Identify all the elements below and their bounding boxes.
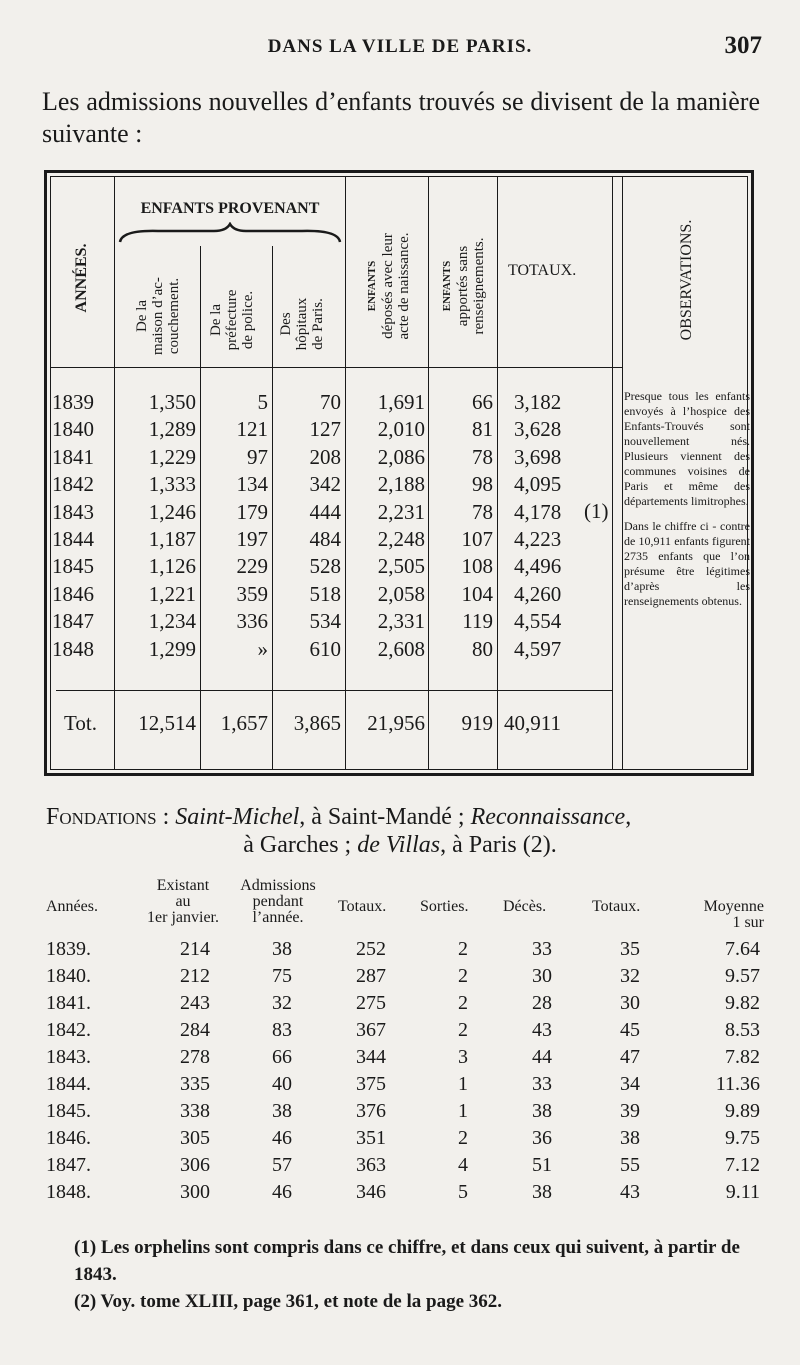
t2-header-annees: Années. — [46, 898, 98, 915]
intro-paragraph: Les admissions nouvelles d’enfants trouvés se divisent de la manière suivante : — [42, 87, 760, 148]
col-rule — [497, 176, 498, 770]
year-cell: 1842 — [52, 472, 94, 497]
header-prefecture: De la préfecture de police. — [208, 289, 256, 351]
col-totaux: 3,182 3,628 3,698 4,095 4,178 4,223 4,496 4,260 4,554 4,597 — [514, 390, 562, 661]
total-totaux: 40,911 — [504, 711, 561, 735]
group-header-enfants-provenant: ENFANTS PROVENANT — [140, 200, 320, 217]
header-apportes: ENFANTS apportés sans renseignements. — [441, 237, 487, 335]
fondations-line-2: à Garches ; de Villas, à Paris (2). — [243, 832, 557, 858]
total-hopitaux: 3,865 — [293, 711, 341, 735]
year-cell: 1847 — [52, 609, 94, 634]
header-maison: De la maison d’ac- couchement. — [134, 277, 182, 355]
t2-col-sorties: 2 2 2 2 3 1 1 2 4 5 — [458, 938, 468, 1203]
total-apportes: 919 — [461, 711, 493, 735]
fondation-text: Saint-Michel — [175, 804, 300, 830]
header-totaux: TOTAUX. — [508, 262, 577, 279]
header-annees: ANNÉES. — [73, 243, 90, 313]
year-cell: 1841 — [52, 444, 94, 469]
col-apportes: 66 81 78 98 78 107 108 104 119 80 — [461, 390, 493, 661]
total-deposes: 21,956 — [367, 711, 425, 735]
year-cell: 1846 — [52, 581, 94, 606]
t2-header-admissions: Admissions pendant l’année. — [240, 877, 316, 926]
t2-col-admissions: 38 75 32 83 66 40 38 46 57 46 — [272, 938, 292, 1203]
observations-text: Presque tous les enfants envoyés à l’hospice des Enfants-Trouvés sont nouvellement nés. Plusieurs viennent des communes voisines de Paris et même des départements limitrophes. Dans le chiffre ci - contre de 10,911 enfants figurent 2735 enfants que l’on présume être légitimes d’après les renseignements obtenus. — [624, 389, 750, 608]
col-maison: 1,350 1,289 1,229 1,333 1,246 1,187 1,126 1,221 1,234 1,299 — [148, 390, 196, 661]
year-cell: 1843 — [52, 499, 94, 524]
t2-header-totaux-2: Totaux. — [592, 898, 641, 915]
year-cell: 1848 — [52, 636, 94, 661]
t2-header-totaux: Totaux. — [338, 898, 387, 915]
t2-col-years: 1839. 1840. 1841. 1842. 1843. 1844. 1845. 1846. 1847. 1848. — [46, 938, 91, 1203]
col-rule — [612, 176, 613, 770]
year-cell: 1845 — [52, 554, 94, 579]
year-cell: 1844 — [52, 527, 94, 552]
t2-col-existant: 214 212 243 284 278 335 338 305 306 300 — [180, 938, 210, 1203]
fondations-label: Fondations : — [46, 804, 170, 830]
col-prefecture: 5 121 97 134 179 197 229 359 336 » — [236, 390, 268, 661]
t2-col-totaux-2: 35 32 30 45 47 34 39 38 55 43 — [620, 938, 640, 1203]
page-number: 307 — [724, 32, 762, 59]
running-header: DANS LA VILLE DE PARIS. — [267, 36, 533, 57]
brace-icon — [118, 222, 342, 246]
footnote-marker: (1) — [584, 499, 609, 523]
header-observations: OBSERVATIONS. — [678, 219, 695, 341]
t2-header-sorties: Sorties. — [420, 898, 469, 915]
total-prefecture: 1,657 — [220, 711, 268, 735]
fondations-line-1: Fondations : Saint-Michel, à Saint-Mandé ; Reconnaissance, — [46, 804, 632, 830]
col-rule — [622, 176, 623, 770]
year-cell: 1840 — [52, 417, 94, 442]
footnotes — [74, 1234, 764, 1315]
header-deposes: ENFANTS déposés avec leur acte de naissance. — [366, 232, 412, 340]
t2-header-deces: Décès. — [503, 898, 547, 915]
footnote-2: (2) Voy. tome XLIII, page 361, et note de la page 362. — [74, 1291, 503, 1312]
total-rule — [56, 690, 612, 691]
total-maison: 12,514 — [138, 711, 196, 735]
header-hopitaux: Des hôpitaux de Paris. — [278, 297, 326, 351]
total-label: Tot. — [64, 711, 97, 735]
t2-col-deces: 33 30 28 43 44 33 38 36 51 38 — [532, 938, 552, 1203]
col-years — [52, 389, 112, 663]
t2-header-moyenne: Moyenne 1 sur — [703, 898, 764, 931]
col-hopitaux: 70 127 208 342 444 484 528 518 534 610 — [309, 390, 341, 661]
year-cell: 1839 — [52, 390, 94, 414]
t2-col-moyenne: 7.64 9.57 9.82 8.53 7.82 11.36 9.89 9.75 7.12 9.11 — [715, 938, 760, 1203]
t2-header-existant: Existant au 1er janvier. — [147, 877, 219, 926]
t2-col-totaux: 252 287 275 367 344 375 376 351 363 346 — [356, 938, 386, 1203]
footnote-1: (1) Les orphelins sont compris dans ce chiffre, et dans ceux qui suivent, à partir de 1843. — [74, 1237, 740, 1285]
col-deposes: 1,691 2,010 2,086 2,188 2,231 2,248 2,505 2,058 2,331 2,608 — [377, 390, 425, 661]
